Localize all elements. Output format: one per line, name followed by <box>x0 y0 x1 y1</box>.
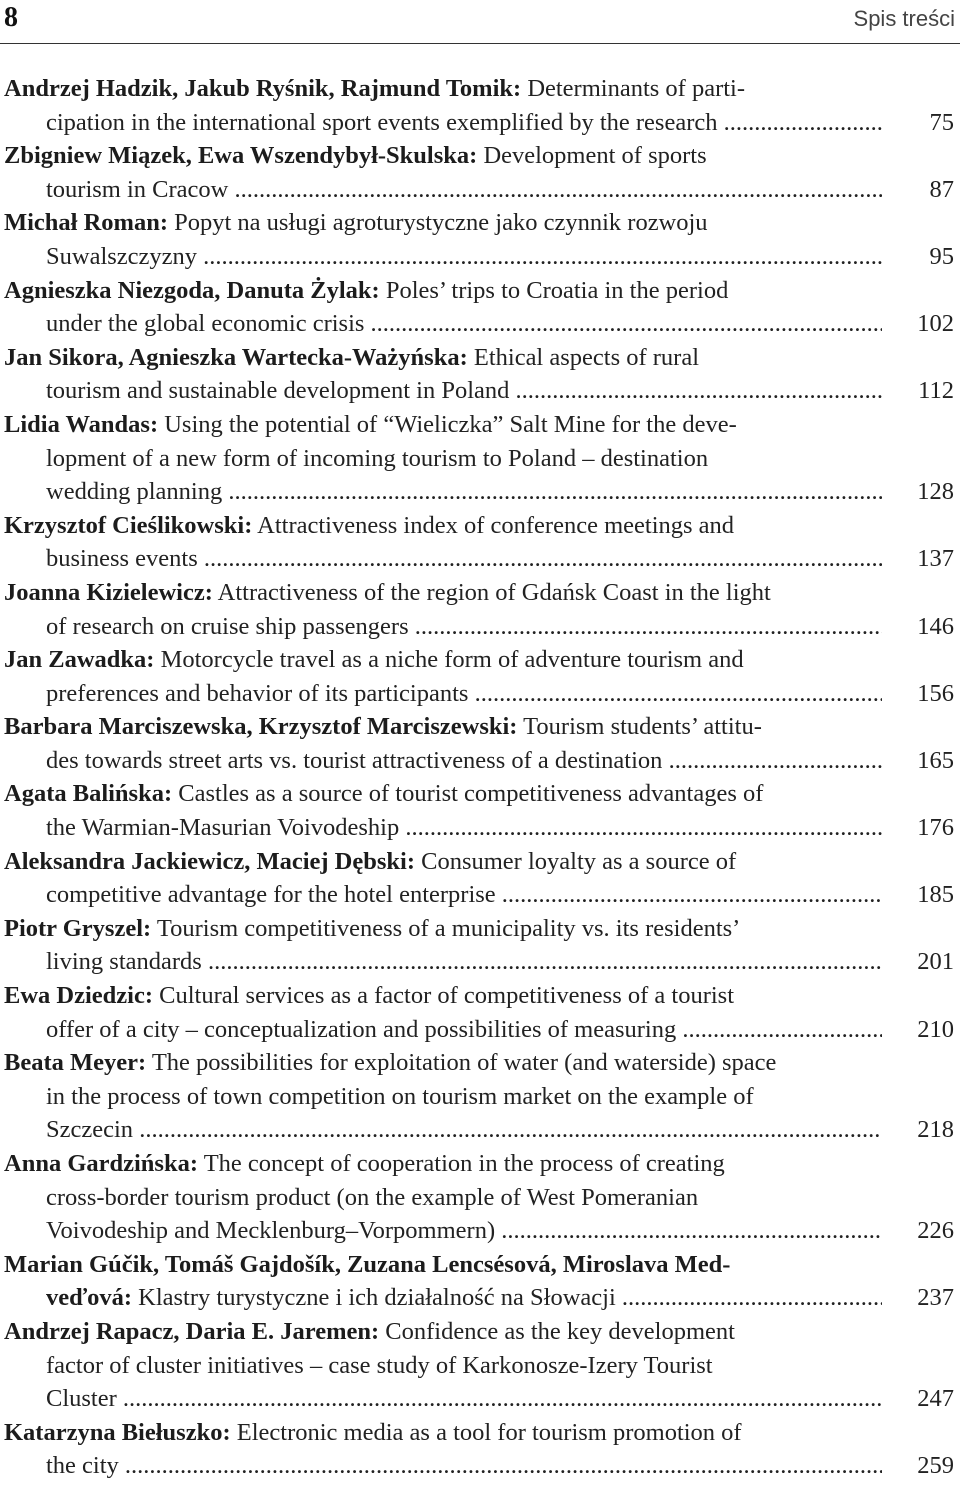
toc-entry-page-number: 156 <box>917 679 954 707</box>
toc-entry[interactable] <box>4 576 956 643</box>
toc-entry-last-line <box>4 1113 882 1147</box>
toc-entry-title-text: of research on cruise ship passengers <box>46 612 409 640</box>
toc-entry-page-number: 95 <box>929 242 954 270</box>
toc-entry-title-text: cross-border tourism product (on the example of West Pomeranian <box>46 1183 699 1211</box>
toc-entry-title-text: Poles’ trips to Croatia in the period <box>385 276 729 304</box>
toc-entry-page-number: 165 <box>917 746 954 774</box>
toc-entry-title-text: Attractiveness of the region of Gdańsk Coast in the light <box>217 578 771 606</box>
page-number: 8 <box>4 2 18 33</box>
toc-entry-title-text: Confidence as the key development <box>385 1317 735 1345</box>
toc-entry[interactable] <box>4 1416 956 1483</box>
toc-entry[interactable] <box>4 408 956 509</box>
toc-entry-title-text: cipation in the international sport events exemplified by the research <box>46 108 718 136</box>
toc-entry-title-text: Szczecin <box>46 1116 134 1144</box>
toc-entry-title-text: Castles as a source of tourist competitiveness advantages of <box>178 780 764 808</box>
toc-entry-authors: Barbara Marciszewska, Krzysztof Marciszewski: <box>4 713 518 741</box>
toc-entry-authors: Andrzej Hadzik, Jakub Ryśnik, Rajmund Tomik: <box>4 75 522 102</box>
toc-entry-last-line <box>4 1382 882 1416</box>
toc-entry-title-text: wedding planning <box>46 478 223 506</box>
toc-entry-last-line <box>4 1013 882 1047</box>
toc-entry-last-line <box>4 1281 882 1315</box>
toc-entry-last-line <box>4 173 882 207</box>
toc-entry[interactable] <box>4 1046 956 1147</box>
toc-entry-page-number: 102 <box>917 310 954 338</box>
toc-entry-title-text: under the global economic crisis <box>46 310 365 338</box>
toc-entry-last-line <box>4 106 882 140</box>
toc-entry-line <box>4 408 882 442</box>
toc-entry-page-number: 237 <box>917 1284 954 1312</box>
toc-entry-title-text: Tourism students’ attitu- <box>523 713 762 741</box>
toc-entry-title-text: offer of a city – conceptualization and possibilities of measuring <box>46 1015 677 1043</box>
toc-entry-title-text: Determinants of parti- <box>527 75 746 102</box>
toc-entry[interactable] <box>4 643 956 710</box>
toc-entry-last-line <box>4 744 882 778</box>
toc-entry-page-number: 185 <box>917 881 954 909</box>
toc-entry-line <box>4 1416 882 1450</box>
toc-entry-page-number: 75 <box>929 108 954 136</box>
toc-entry-authors: Zbigniew Miązek, Ewa Wszendybył-Skulska: <box>4 142 478 170</box>
toc-entry-authors: Agata Balińska: <box>4 780 173 808</box>
toc-entry-line <box>4 845 882 879</box>
toc-entry-line <box>4 777 882 811</box>
toc-entry-line <box>4 643 882 677</box>
toc-entry-title-text: Development of sports <box>483 142 707 170</box>
toc-entry-title-text: Klastry turystyczne i ich działalność na Słowacji <box>138 1284 616 1312</box>
toc-entry-page-number: 201 <box>917 948 954 976</box>
toc-entry-title-text: in the process of town competition on tourism market on the example of <box>46 1082 754 1110</box>
toc-entry[interactable] <box>4 1147 956 1248</box>
toc-entry-page-number: 87 <box>929 175 954 203</box>
toc-entry-authors: Agnieszka Niezgoda, Danuta Żylak: <box>4 276 380 304</box>
toc-entry-title-text: Attractiveness index of conference meetings and <box>257 511 735 539</box>
toc-entry-last-line <box>4 811 882 845</box>
toc-entry[interactable] <box>4 710 956 777</box>
toc-entry-title-text: Electronic media as a tool for tourism promotion of <box>236 1418 742 1446</box>
toc-entry-line <box>4 710 882 744</box>
toc-entry-authors: Katarzyna Biełuszko: <box>4 1418 231 1446</box>
toc-entry-title-text: the city <box>46 1452 119 1480</box>
toc-entry-page-number: 210 <box>917 1015 954 1043</box>
toc-entry-line <box>4 1046 882 1080</box>
toc-entry-authors: Michał Roman: <box>4 209 168 237</box>
page-header <box>0 0 960 44</box>
toc-entry-page-number: 146 <box>917 612 954 640</box>
toc-entry[interactable] <box>4 341 956 408</box>
toc-entry-title-text: Using the potential of “Wieliczka” Salt Mine for the deve- <box>164 410 737 438</box>
toc-entry-title-text: business events <box>46 545 198 573</box>
toc-entry-title-text: The possibilities for exploitation of water (and waterside) space <box>151 1049 777 1077</box>
toc-entry-title-text: tourism in Cracow <box>46 175 229 203</box>
toc-entry-line <box>4 1349 882 1383</box>
toc-entry-line <box>4 274 882 308</box>
toc-entry-line <box>4 912 882 946</box>
toc-entry-page-number: 226 <box>917 1217 954 1245</box>
toc-entry-title-text: factor of cluster initiatives – case study of Karkonosze-Izery Tourist <box>46 1351 713 1379</box>
toc-entry-title-text: Popyt na usługi agroturystyczne jako czynnik rozwoju <box>174 209 708 237</box>
toc-entry[interactable] <box>4 912 956 979</box>
toc-entry-title-text: des towards street arts vs. tourist attractiveness of a destination <box>46 746 663 774</box>
toc-entry[interactable] <box>4 139 956 206</box>
toc-entry-last-line <box>4 542 882 576</box>
toc-entry-last-line <box>4 610 882 644</box>
toc-entry-authors: Jan Sikora, Agnieszka Wartecka-Ważyńska: <box>4 343 468 371</box>
toc-entry-line <box>4 1248 882 1282</box>
toc-entry[interactable] <box>4 206 956 273</box>
toc-entry-line <box>4 1315 882 1349</box>
toc-entry-title-text: Cluster <box>46 1385 117 1413</box>
toc-entry-title-text: Ethical aspects of rural <box>473 343 700 371</box>
toc-entry-line <box>4 979 882 1013</box>
header-rule <box>0 43 960 44</box>
toc-entry-last-line <box>4 945 882 979</box>
toc-entry-last-line <box>4 475 882 509</box>
toc-entry-page-number: 247 <box>917 1385 954 1413</box>
toc-entry-authors: Piotr Gryszel: <box>4 914 152 942</box>
toc-entry[interactable] <box>4 1248 956 1315</box>
toc-entry[interactable] <box>4 1315 956 1416</box>
toc-entry-title-text: the Warmian-Masurian Voivodeship <box>46 814 400 842</box>
toc-entry-title-text: preferences and behavior of its participants <box>46 679 469 707</box>
toc-entry-line <box>4 341 882 375</box>
toc-entry-authors: Jan Zawadka: <box>4 646 155 674</box>
toc-entry-line <box>4 72 882 106</box>
toc-entry-line <box>4 1147 882 1181</box>
toc-entry-page-number: 218 <box>917 1116 954 1144</box>
toc-entry-last-line <box>4 677 882 711</box>
toc-entry-line <box>4 442 882 476</box>
toc-entry-title-text: Voivodeship and Mecklenburg–Vorpommern) <box>46 1217 496 1245</box>
table-of-contents <box>4 72 956 1483</box>
toc-entry-authors: Aleksandra Jackiewicz, Maciej Dębski: <box>4 847 415 875</box>
toc-entry-last-line <box>4 878 882 912</box>
toc-entry-authors: Krzysztof Cieślikowski: <box>4 511 253 539</box>
toc-entry[interactable] <box>4 509 956 576</box>
toc-entry-authors: Lidia Wandas: <box>4 410 159 438</box>
toc-entry-title-text: Tourism competitiveness of a municipality vs. its residents’ <box>156 914 741 942</box>
toc-entry-last-line <box>4 1449 882 1483</box>
toc-entry-authors: Anna Gardzińska: <box>4 1150 199 1177</box>
toc-entry-line <box>4 206 882 240</box>
toc-entry[interactable] <box>4 845 956 912</box>
toc-entry-title-text: Consumer loyalty as a source of <box>421 847 737 875</box>
toc-entry-authors: Beata Meyer: <box>4 1049 147 1077</box>
toc-entry-authors: Andrzej Rapacz, Daria E. Jaremen: <box>4 1317 380 1345</box>
toc-entry-line <box>4 1181 882 1215</box>
toc-entry-title-text: Motorcycle travel as a niche form of adventure tourism and <box>160 646 744 674</box>
toc-entry-page-number: 137 <box>917 545 954 573</box>
toc-entry-title-text: Cultural services as a factor of competitiveness of a tourist <box>159 982 735 1010</box>
toc-entry-line <box>4 1080 882 1114</box>
toc-entry-title-text: The concept of cooperation in the process of creating <box>203 1150 725 1177</box>
toc-entry-title-text: Suwalszczyzny <box>46 242 198 270</box>
toc-entry-page-number: 176 <box>917 814 954 842</box>
toc-entry[interactable] <box>4 274 956 341</box>
toc-entry[interactable] <box>4 72 956 139</box>
toc-entry-page-number: 112 <box>918 377 954 405</box>
toc-entry-page-number: 259 <box>917 1452 954 1480</box>
toc-entry-title-text: lopment of a new form of incoming tourism to Poland – destination <box>46 444 709 472</box>
toc-entry-title-text: tourism and sustainable development in Poland <box>46 377 510 405</box>
running-head: Spis treści <box>853 6 955 31</box>
toc-entry-page-number: 128 <box>917 478 954 506</box>
toc-entry-last-line <box>4 374 882 408</box>
toc-entry-authors: Marian Gúčik, Tomáš Gajdošík, Zuzana Lencsésová, Miroslava Med- <box>4 1250 731 1278</box>
toc-entry-title-text: living standards <box>46 948 202 976</box>
toc-entry-authors: Ewa Dziedzic: <box>4 982 153 1010</box>
toc-entry-last-line <box>4 1214 882 1248</box>
toc-entry-authors-cont: veďová: <box>46 1284 133 1312</box>
toc-entry-last-line <box>4 307 882 341</box>
toc-entry-title-text: competitive advantage for the hotel enterprise <box>46 881 496 909</box>
toc-entry-line <box>4 576 882 610</box>
toc-entry[interactable] <box>4 777 956 844</box>
toc-entry-last-line <box>4 240 882 274</box>
toc-entry-line <box>4 139 882 173</box>
toc-entry-authors: Joanna Kizielewicz: <box>4 578 213 606</box>
toc-entry[interactable] <box>4 979 956 1046</box>
toc-entry-line <box>4 509 882 543</box>
